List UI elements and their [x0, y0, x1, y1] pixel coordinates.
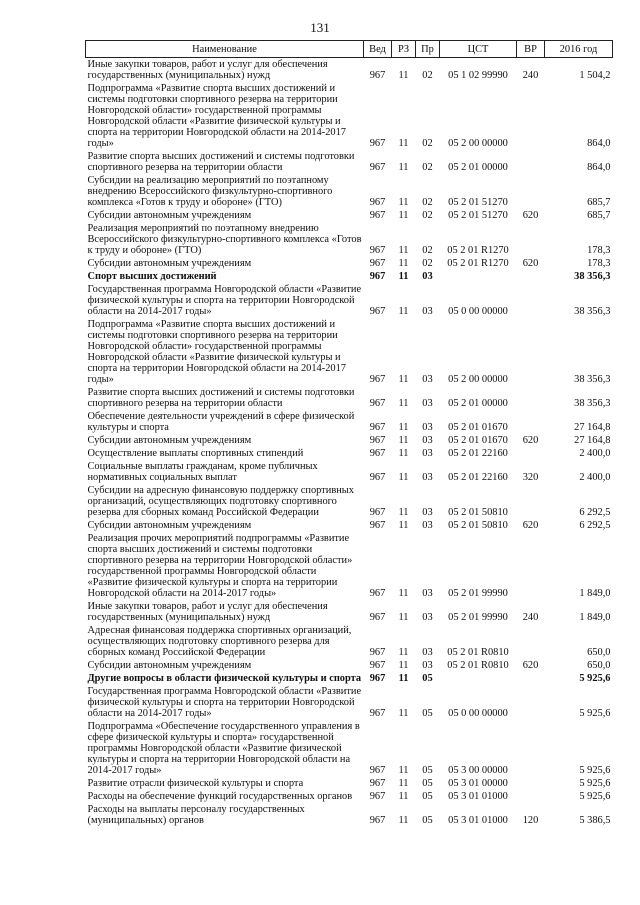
row-name: Субсидии автономным учреждениям — [87, 435, 252, 446]
row-amount: 685,7 — [587, 197, 611, 208]
row-ved: 967 — [369, 162, 386, 173]
row-ved: 967 — [369, 138, 386, 149]
row-rz: 11 — [398, 258, 409, 269]
row-amount: 38 356,3 — [574, 374, 611, 385]
row-amount: 27 164,8 — [574, 422, 611, 433]
row-vr — [517, 532, 545, 600]
row-amount: 5 925,6 — [579, 673, 611, 684]
row-rz: 11 — [398, 245, 409, 256]
row-cst: 05 2 01 R0810 — [447, 660, 509, 671]
row-cst: 05 3 01 01000 — [448, 791, 508, 802]
row-ved: 967 — [369, 448, 386, 459]
row-rz: 11 — [398, 791, 409, 802]
row-amount: 864,0 — [587, 138, 611, 149]
row-amount: 5 386,5 — [579, 815, 611, 826]
row-name: Реализация прочих мероприятий подпрограммы «Развитие спорта высших достижений и системы подготовки спортивного резерва на территории Новгородской области» государственной программы Новгородской области «Развитие физической культуры и спорта на территории Новгородской области на 2014-2017 годы» — [87, 533, 353, 599]
header-rz: РЗ — [392, 41, 416, 58]
row-name: Обеспечение деятельности учреждений в сфере физической культуры и спорта — [87, 411, 355, 433]
table-row — [86, 222, 613, 257]
row-rz: 11 — [398, 435, 409, 446]
row-ved: 967 — [369, 472, 386, 483]
row-amount: 2 400,0 — [579, 472, 611, 483]
row-vr: 620 — [522, 258, 539, 269]
row-name: Государственная программа Новгородской области «Развитие физической культуры и спорта на территории Новгородской области на 2014-2017 годы» — [87, 686, 362, 719]
row-name: Расходы на обеспечение функций государственных органов — [87, 791, 353, 802]
row-amount: 5 925,6 — [579, 708, 611, 719]
row-cst: 05 2 01 00000 — [448, 162, 508, 173]
row-vr — [517, 790, 545, 803]
row-cst: 05 2 01 R1270 — [447, 258, 509, 269]
row-pr: 03 — [422, 507, 433, 518]
row-vr — [517, 150, 545, 174]
row-pr: 03 — [422, 647, 433, 658]
row-cst: 05 2 01 99990 — [448, 588, 508, 599]
row-vr — [517, 283, 545, 318]
row-vr — [517, 386, 545, 410]
header-ved: Вед — [364, 41, 392, 58]
row-ved: 967 — [369, 612, 386, 623]
row-pr: 05 — [422, 708, 433, 719]
row-pr: 05 — [422, 765, 433, 776]
row-name: Осуществление выплаты спортивных стипендий — [87, 448, 304, 459]
row-amount: 650,0 — [587, 647, 611, 658]
row-pr: 02 — [422, 138, 433, 149]
row-rz: 11 — [398, 162, 409, 173]
row-pr: 03 — [422, 422, 433, 433]
row-rz: 11 — [398, 612, 409, 623]
row-pr: 05 — [422, 673, 433, 684]
row-ved: 967 — [369, 778, 386, 789]
row-cst — [440, 270, 517, 283]
row-vr: 240 — [522, 70, 539, 81]
row-amount: 6 292,5 — [579, 520, 611, 531]
row-name: Развитие спорта высших достижений и системы подготовки спортивного резерва на территории области — [87, 387, 355, 409]
row-cst: 05 3 01 00000 — [448, 778, 508, 789]
row-rz: 11 — [398, 398, 409, 409]
row-cst: 05 2 01 50810 — [448, 520, 508, 531]
row-ved: 967 — [369, 708, 386, 719]
row-rz: 11 — [398, 374, 409, 385]
table-row — [86, 434, 613, 447]
row-name: Иные закупки товаров, работ и услуг для обеспечения государственных (муниципальных) нужд — [87, 601, 328, 623]
row-cst: 05 3 01 01000 — [448, 815, 508, 826]
row-rz: 11 — [398, 520, 409, 531]
row-pr: 03 — [422, 271, 433, 282]
table-row — [86, 318, 613, 386]
row-vr — [517, 174, 545, 209]
row-name: Подпрограмма «Развитие спорта высших достижений и системы подготовки спортивного резерва на территории Новгородской области» государственной программы Новгородской области «Развитие физической культуры и спорта на территории Новгородской области на 2014-2017 годы» — [87, 83, 346, 149]
row-cst: 05 2 00 00000 — [448, 138, 508, 149]
row-vr — [517, 777, 545, 790]
row-cst — [440, 672, 517, 685]
row-ved: 967 — [369, 765, 386, 776]
row-rz: 11 — [398, 210, 409, 221]
row-cst: 05 2 01 00000 — [448, 398, 508, 409]
row-name: Подпрограмма «Развитие спорта высших достижений и системы подготовки спортивного резерва на территории Новгородской области» государственной программы Новгородской области «Развитие физической культуры и спорта на территории Новгородской области на 2014-2017 годы» — [87, 319, 346, 385]
header-cst: ЦСТ — [440, 41, 517, 58]
row-name: Субсидии на адресную финансовую поддержку спортивных организаций, осуществляющих подготовку спортивного резерва для сборных команд Российской Федерации — [87, 485, 354, 518]
row-pr: 03 — [422, 612, 433, 623]
row-name: Субсидии автономным учреждениям — [87, 660, 252, 671]
row-vr — [517, 484, 545, 519]
row-name: Субсидии автономным учреждениям — [87, 520, 252, 531]
row-pr: 03 — [422, 472, 433, 483]
row-amount: 6 292,5 — [579, 507, 611, 518]
table-row — [86, 790, 613, 803]
page-number: 131 — [310, 20, 330, 35]
row-rz: 11 — [398, 70, 409, 81]
row-amount: 178,3 — [587, 245, 611, 256]
row-ved: 967 — [369, 673, 386, 684]
row-cst: 05 2 01 01670 — [448, 435, 508, 446]
row-amount: 178,3 — [587, 258, 611, 269]
row-vr — [517, 685, 545, 720]
row-vr — [517, 410, 545, 434]
row-pr: 05 — [422, 778, 433, 789]
table-row — [86, 174, 613, 209]
row-rz: 11 — [398, 778, 409, 789]
row-vr: 620 — [522, 435, 539, 446]
row-ved: 967 — [369, 374, 386, 385]
row-rz: 11 — [398, 422, 409, 433]
row-rz: 11 — [398, 138, 409, 149]
row-pr: 03 — [422, 398, 433, 409]
row-vr — [517, 270, 545, 283]
row-name: Другие вопросы в области физической культуры и спорта — [87, 673, 362, 684]
row-ved: 967 — [369, 70, 386, 81]
row-cst: 05 0 00 00000 — [448, 708, 508, 719]
row-amount: 685,7 — [587, 210, 611, 221]
row-rz: 11 — [398, 472, 409, 483]
table-row — [86, 672, 613, 685]
row-rz: 11 — [398, 588, 409, 599]
row-name: Социальные выплаты гражданам, кроме публичных нормативных социальных выплат — [87, 461, 318, 483]
row-cst: 05 2 01 50810 — [448, 507, 508, 518]
row-name: Расходы на выплаты персоналу государственных (муниципальных) органов — [87, 804, 305, 826]
row-ved: 967 — [369, 435, 386, 446]
row-cst: 05 2 01 01670 — [448, 422, 508, 433]
header-pr: Пр — [416, 41, 440, 58]
row-amount: 1 504,2 — [579, 70, 611, 81]
row-cst: 05 2 01 99990 — [448, 612, 508, 623]
table-row — [86, 519, 613, 532]
table-row — [86, 685, 613, 720]
row-amount: 2 400,0 — [579, 448, 611, 459]
table-row — [86, 386, 613, 410]
row-rz: 11 — [398, 448, 409, 459]
row-vr: 620 — [522, 660, 539, 671]
row-vr: 620 — [522, 520, 539, 531]
row-name: Спорт высших достижений — [87, 271, 217, 282]
row-ved: 967 — [369, 210, 386, 221]
row-cst: 05 2 01 22160 — [448, 472, 508, 483]
row-rz: 11 — [398, 673, 409, 684]
row-ved: 967 — [369, 245, 386, 256]
row-vr: 240 — [522, 612, 539, 623]
row-pr: 02 — [422, 162, 433, 173]
row-amount: 1 849,0 — [579, 588, 611, 599]
row-vr — [517, 318, 545, 386]
row-pr: 05 — [422, 791, 433, 802]
row-ved: 967 — [369, 647, 386, 658]
row-amount: 38 356,3 — [574, 271, 611, 282]
row-ved: 967 — [369, 398, 386, 409]
table-row — [86, 532, 613, 600]
row-cst: 05 0 00 00000 — [448, 306, 508, 317]
table-row — [86, 460, 613, 484]
row-cst: 05 3 00 00000 — [448, 765, 508, 776]
row-pr: 03 — [422, 448, 433, 459]
row-ved: 967 — [369, 815, 386, 826]
row-amount: 38 356,3 — [574, 306, 611, 317]
row-pr: 03 — [422, 660, 433, 671]
row-pr: 02 — [422, 210, 433, 221]
table-row — [86, 257, 613, 270]
row-ved: 967 — [369, 422, 386, 433]
row-vr: 120 — [522, 815, 539, 826]
row-name: Развитие спорта высших достижений и системы подготовки спортивного резерва на территории области — [87, 151, 355, 173]
row-amount: 864,0 — [587, 162, 611, 173]
row-vr — [517, 624, 545, 659]
row-rz: 11 — [398, 507, 409, 518]
row-ved: 967 — [369, 520, 386, 531]
row-vr: 620 — [522, 210, 539, 221]
row-name: Иные закупки товаров, работ и услуг для обеспечения государственных (муниципальных) нужд — [87, 59, 328, 81]
row-cst: 05 2 01 51270 — [448, 197, 508, 208]
row-name: Субсидии автономным учреждениям — [87, 258, 252, 269]
header-amount: 2016 год — [545, 41, 613, 58]
table-row — [86, 659, 613, 672]
row-vr — [517, 720, 545, 777]
row-name: Подпрограмма «Обеспечение государственного управления в сфере физической культуры и спорта» государственной программы Новгородской области «Развитие физической культуры и спорта на территории Новгородской области на 2014-2017 годы» — [87, 721, 360, 776]
table-row — [86, 58, 613, 83]
row-rz: 11 — [398, 197, 409, 208]
row-name: Адресная финансовая поддержка спортивных организаций, осуществляющих подготовку спортивного резерва для сборных команд Российской Федерации — [87, 625, 352, 658]
table-row — [86, 777, 613, 790]
row-amount: 5 925,6 — [579, 791, 611, 802]
table-row — [86, 484, 613, 519]
row-amount: 5 925,6 — [579, 765, 611, 776]
table-row — [86, 150, 613, 174]
row-name: Развитие отрасли физической культуры и спорта — [87, 778, 304, 789]
row-name: Субсидии автономным учреждениям — [87, 210, 252, 221]
row-ved: 967 — [369, 271, 386, 282]
row-cst: 05 2 01 R0810 — [447, 647, 509, 658]
row-rz: 11 — [398, 708, 409, 719]
row-ved: 967 — [369, 258, 386, 269]
row-rz: 11 — [398, 306, 409, 317]
row-pr: 02 — [422, 245, 433, 256]
table-row — [86, 209, 613, 222]
table-row — [86, 447, 613, 460]
row-pr: 02 — [422, 70, 433, 81]
table-row — [86, 410, 613, 434]
header-vr: ВР — [517, 41, 545, 58]
row-amount: 38 356,3 — [574, 398, 611, 409]
row-ved: 967 — [369, 660, 386, 671]
row-pr: 03 — [422, 435, 433, 446]
row-vr: 320 — [522, 472, 539, 483]
row-vr — [517, 222, 545, 257]
table-row — [86, 624, 613, 659]
row-name: Реализация мероприятий по поэтапному внедрению Всероссийского физкультурно-спортивного комплекса «Готов к труду и обороне» (ГТО) — [87, 223, 362, 256]
row-ved: 967 — [369, 507, 386, 518]
row-pr: 02 — [422, 197, 433, 208]
row-vr — [517, 447, 545, 460]
row-pr: 03 — [422, 306, 433, 317]
table-row — [86, 82, 613, 150]
row-rz: 11 — [398, 660, 409, 671]
row-cst: 05 2 00 00000 — [448, 374, 508, 385]
table-row — [86, 283, 613, 318]
table-header-row — [86, 41, 613, 58]
row-rz: 11 — [398, 271, 409, 282]
row-ved: 967 — [369, 588, 386, 599]
table-row — [86, 720, 613, 777]
row-ved: 967 — [369, 197, 386, 208]
row-amount: 650,0 — [587, 660, 611, 671]
row-amount: 27 164,8 — [574, 435, 611, 446]
row-pr: 05 — [422, 815, 433, 826]
row-cst: 05 1 02 99990 — [448, 70, 508, 81]
header-name: Наименование — [86, 41, 364, 58]
table-row — [86, 600, 613, 624]
row-vr — [517, 672, 545, 685]
row-rz: 11 — [398, 765, 409, 776]
table-row — [86, 803, 613, 827]
row-cst: 05 2 01 22160 — [448, 448, 508, 459]
row-rz: 11 — [398, 815, 409, 826]
row-ved: 967 — [369, 306, 386, 317]
row-cst: 05 2 01 R1270 — [447, 245, 509, 256]
row-vr — [517, 82, 545, 150]
row-rz: 11 — [398, 647, 409, 658]
row-pr: 02 — [422, 258, 433, 269]
row-amount: 1 849,0 — [579, 612, 611, 623]
budget-table — [85, 40, 613, 827]
row-pr: 03 — [422, 520, 433, 531]
row-name: Субсидии на реализацию мероприятий по поэтапному внедрению Всероссийского физкультурно-спортивного комплекса «Готов к труду и обороне» (ГТО) — [87, 175, 333, 208]
row-name: Государственная программа Новгородской области «Развитие физической культуры и спорта на территории Новгородской области на 2014-2017 годы» — [87, 284, 362, 317]
row-amount: 5 925,6 — [579, 778, 611, 789]
row-pr: 03 — [422, 374, 433, 385]
table-row — [86, 270, 613, 283]
row-ved: 967 — [369, 791, 386, 802]
row-pr: 03 — [422, 588, 433, 599]
row-cst: 05 2 01 51270 — [448, 210, 508, 221]
